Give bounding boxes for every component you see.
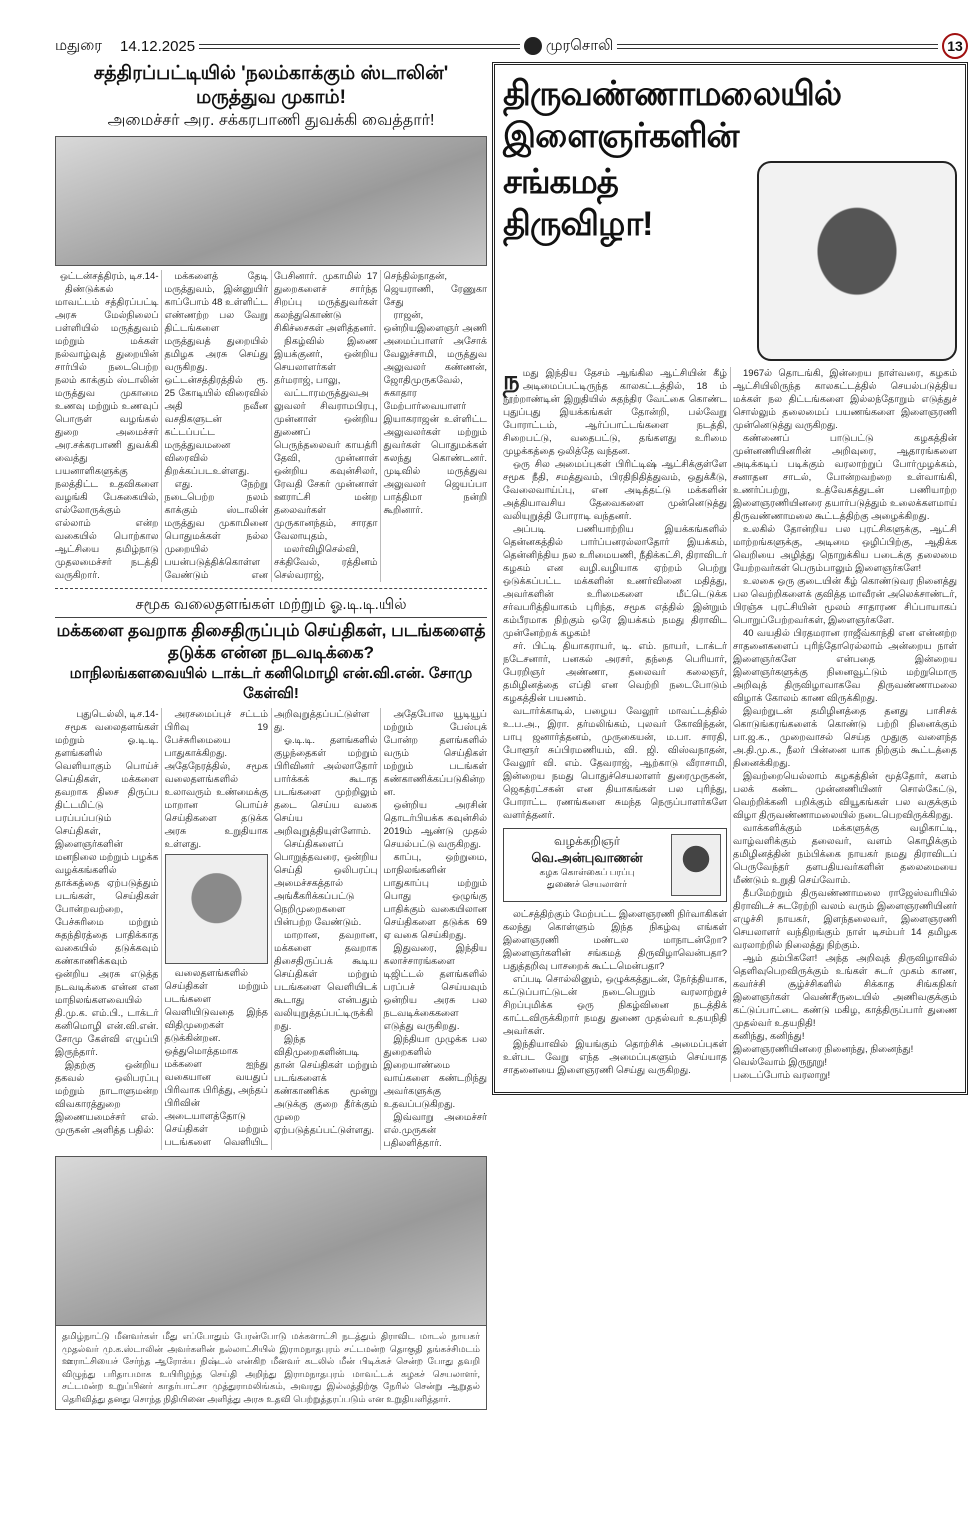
kanimozhi-photo xyxy=(165,854,269,964)
paragraph: இதுவரை, இந்திய கலாச்சாரங்களை டிஜிட்டல் தளங்களில் பரப்பச் செய்யவும் ஒன்றிய அரசு பல நடவடிக்கைகளை எடுத்து வருகிறது. xyxy=(383,943,487,1032)
photo-caption: தமிழ்நாட்டு மீனவர்கள் மீது எப்போதும் பேரன்போடு மக்களாட்சி நடத்தும் திராவிட மாடல் நாயகர் முதல்வர் மு.க.ஸ்டாலின் அவர்களின் நல்லாட்சியில் இராமநாதபுரம் சட்டமன்ற தொகுதி தங்கச்சிமடம் ஊராட்சியைச் சேர்ந்த ஆரோக்ய நிஷ்டல் என்கிற மீனவர் கடலில் மீன் பிடிக்கச் சென்ற போது தவறி விழுந்து பரிதாபமாக உயிரிழந்த செய்தி அறிந்து இராமநாதபுரம் மாவட்டக் கழகச் செயலாளர், சட்டமன்ற உறுப்பினர் காதர்பாட்சா முத்துராமலிங்கம், அவரது இல்லத்திற்கு நேரில் சென்று ஆறுதல் தெரிவித்து தனது சொந்த நிதியினை அளித்து அரசு உதவி பெற்றுத்தரப்படும் என உறுதியளித்தார். xyxy=(55,1326,487,1410)
paragraph: வலைதளங்களில் செய்திகள் மற்றும் படங்களை வெளியிடுவதை இந்த விதிமுறைகள் தடுக்கின்றன. ஒத்துமொத்தமாக மக்களை ஐந்து வகையான வயதுப் பிரிவாக பிரித்து, அந்தப் பிரிவின் அடையாளத்தோடு செய்திகள் மற்றும் படங்களை வெளியிட அறிவுறுத்தப்பட்டுள்ளது. xyxy=(164,709,370,1148)
paragraph: இந்த விதிமுறைகளின்படி தான் செய்திகள் மற்றும் படங்களைக் கண்காணிக்க மூன்று அடுக்கு குறை தீர்க்கும் முறை ஏற்படுத்தப்பட்டுள்ளது. xyxy=(274,1034,378,1136)
paragraph: இவற்றையெல்லாம் கழகத்தின் மூத்தோர், களம் பலக் கண்ட முன்னணியினர் சொல்கேட்டு, வெற்றிக்கனி பறிக்கும் வியூகங்கள் பல வகுக்கும் விழா திருவண்ணாமலையில் நடைபெறவிருக்கிறது. xyxy=(733,771,957,821)
article2-kicker: சமூக வலைதளங்கள் மற்றும் ஓ.டி.டி.யில் xyxy=(55,595,487,618)
paragraph: வட்டாரமருத்துவஅலுவலர் சிவராமபிரபு, முன்னாள் ஒன்றிய துணைப் பெருந்தலைவர் காயத்ரி தேவி, முன்னாள் ஒன்றிய கவுன்சிலர், ரேவதி சேகர் முன்னாள் ஊராட்சி மன்ற தலைவர்கள் முருகானந்தம், சாரதா வேலாயுதம், xyxy=(274,388,378,542)
article1-headline: சத்திரப்பட்டியில் 'நலம்காக்கும் ஸ்டாலின்' மருத்துவ முகாம்! xyxy=(93,63,449,108)
paper-logo-icon xyxy=(524,37,542,55)
article2-subhead: மாநிலங்களவையில் டாக்டர் கனிமொழி என்.வி.என். சோமு கேள்வி! xyxy=(69,665,473,702)
paragraph: ஓ.டி.டி. தளங்களில் குழந்தைகள் மற்றும் பிரிவினர் அல்லாதோர் பார்க்கக் கூடாத படங்களை முற்றிலும் தடை செய்ய வகை செய்ய அறிவுறுத்தியுள்ளோம். xyxy=(274,735,378,837)
paragraph: ஆம் தம்பிகளே! அந்த அறிவுத் திருவிழாவில் தெளிவுபெறவிருக்கும் உங்கள் சுடர் முகம் காண, கவர்ச்சி சூழ்ச்சிகளில் சிக்காத சிங்கநிகர் இளைஞர்கள் வெண்சீருடையில் அணிவகுக்கும் கட்டுப்பாட்டை கண்டு மகிழ, காத்திருப்பார் துணை முதல்வர் உதயநிதி! xyxy=(733,953,957,1029)
paragraph: எப்படி சொல்லினும், ஒழுக்கத்துடன், நேர்த்தியாக, கட்டுப்பாட்டுடன் நடைபெறும் வரலாற்றுச் சிறப்புமிக்க ஒரு நிகழ்வினை நடத்திக் காட்டவிருக்கிறார் நமது துணை முதல்வர் உதயநிதி அவர்கள். xyxy=(503,974,727,1037)
dropcap: ந xyxy=(503,365,520,395)
paragraph: அதேபோல யூடியூப் மற்றும் பேஸ்புக் போன்ற தளங்களில் வரும் செய்திகள் மற்றும் படங்கள் கண்காணிக்கப்படுகின்றன. xyxy=(383,709,487,798)
feature-headline-line2: சங்கமத் திருவிழா! xyxy=(503,163,653,243)
paragraph: காப்பு, ஒற்றுமை, மாநிலங்களின் பாதுகாப்பு மற்றும் பொது ஒழுங்கு பாதிக்கும் வகையிலான செய்திகளை தடுக்க 69 ஏ வகை செய்கிறது. xyxy=(383,852,487,941)
author-byline xyxy=(503,828,727,902)
paragraph: சமூக வலைதளங்கள் மற்றும் ஓ.டி.டி. தளங்களில் வெளியாகும் பொய்ச் செய்திகள், மக்களை தவறாக திசை திருப்ப திட்டமிட்டு பரப்பப்படும் செய்திகள், இளைஞர்களின் மனநிலை மற்றும் பழக்க வழக்கங்களில் தாக்கத்தை ஏற்படுத்தும் படங்கள், செய்திகள் போன்றவற்றை, பேச்சுரிமை மற்றும் சுதந்திரத்தை பாதிக்காத வகையில் தடுக்கவும் கண்காணிக்கவும் ஒன்றிய அரசு எடுத்த நடவடிக்கை என்ன என மாநிலங்களவையில் தி.மு.க. எம்.பி., டாக்டர் கனிமொழி என்.வி.என். சோமு கேள்வி எழுப்பி இருந்தார். xyxy=(55,722,159,1058)
paragraph: ஒரு சில அமைப்புகள் பிரிட்டிஷ் ஆட்சிக்குள்ளே சமூக நீதி, சமத்துவம், பிரதிநிதித்துவம், ஒதுக்கீடு, வேலைவாய்ப்பு, என அடித்தட்டு மக்களின் அத்தியாவசிய தேவைகளை முன்னெடுத்து வலியுறுத்தி போராடி வந்தனர். xyxy=(503,459,727,522)
dateline: புதுடெல்லி, டிச.14- xyxy=(76,709,159,720)
feature-top-row xyxy=(503,161,957,361)
paragraph: ராஜன், ஒன்றியஇளைஞர் அணி அமைப்பாளர் அசோக் வேலுச்சாமி, மருத்துவ அலுவலர் கண்ணன், ஜோதிமுருகவேல், சுகாதார மேற்பார்வையாளர் இயாகராஜன் உள்ளிட்ட அலுவலர்கள் மற்றும் துவர்கள் பொதுமக்கள் கலந்து கொண்டனர். முடிவில் மருத்துவ அலுவலர் ஜெயப்பா பாத்திமா நன்றி கூறினார். xyxy=(383,310,487,516)
paragraph: கண்ணைப் பாடுபட்டு கழகத்தின் முன்னணியினரின் அறிவுரை, ஆதாரங்களை அடிக்கடிப் படிக்கும் வரலாற்றுப் போர்முழக்கம், சனாதன சாடல், போன்றவற்றை உள்வாங்கி, உணர்ப்பற்று, உத்வேகத்துடன் பணியாற்ற இளைஞரணியினரை தயார்படுத்தும் உலைக்களமாய் திருவண்ணாமலை கூட்டத்திற்கு அழைக்கிறது. xyxy=(733,433,957,522)
paragraph: வடார்க்காடில், பழைய வேலூர் மாவட்டத்தில் உ.ப.அ., இரா. தர்மலிங்கம், புலவர் கோவிந்தன், பாபு ஜனார்த்தனம், முருகையன், ம.பா. சாரதி, போளூர் சுப்பிரமணியம், வி. ஜி. விஸ்வநாதன், வேலூர் வி. எம். தேவராஜ், ஆற்காடு வீராசாமி, இன்றைய நமது பொதுச்செயலாளர் துரைமுருகன், ஜெகத்ரட்சகன் என தியாகங்கள் பல புரிந்து, போராட்ட ரணங்களை சுமந்த நெருப்பாளர்களே வளர்த்தனர். xyxy=(503,706,727,821)
paragraph: நிகழ்வில் இணை இயக்குனர், ஒன்றிய செயலாளர்கள் தர்மராஜ், பாலு, xyxy=(274,336,378,386)
paragraph: அரசமைப்புச் சட்டம் பிரிவு 19 பேச்சுரிமையை பாதுகாக்கிறது. அதேநேரத்தில், சமூக வலைதளங்களில் உலாவரும் உண்மைக்கு மாறான பொய்ச் செய்திகளை தடுக்க அரசு உறுதியாக உள்ளது. xyxy=(164,709,268,850)
left-column xyxy=(55,62,487,1410)
paragraph: மாறான, தவறான, மக்களை தவறாக திசைதிருப்பக் கூடிய செய்திகள் மற்றும் படங்களை வெளியிடக் கூடாது என்பதும் வலியுறுத்தப்பட்டிருக்கிறது. xyxy=(274,930,378,1032)
paragraph: எது. நேற்று நடைபெற்ற நலம் காக்கும் ஸ்டாலின் மருத்துவ முகாமினை பொதுமக்கள் நல்ல முறையில் பயன்படுத்திக்கொள்ள வேண்டும் என பேசினார். முகாமில் 17 துறைகளைச் சார்ந்த சிறப்பு மருத்துவர்கள் கலந்துகொண்டு சிகிச்சைகள் அளித்தனர். xyxy=(164,271,378,581)
paragraph: உலகில் தோன்றிய பல புரட்சிகளுக்கு, ஆட்சி மாற்றங்களுக்கு, அடிமை ஒழிப்பிற்கு, ஆதிக்க வெறியை அழித்து நொறுக்கிய படைக்கு தலைமை யேற்றவர்கள் பெரும்பாலும் இளைஞர்களே! xyxy=(733,524,957,574)
closing-line: படைப்போம் வரலாறு! xyxy=(733,1070,831,1081)
paragraph: தீபமேற்றும் திருவண்ணாமலை ராஜேஸ்வரியில் திராவிடச் சுடரேற்றி வலம் வரும் இளைஞரணியினர் எழுச்சி நாயகர், இளந்தலைவர், இளைஞரணி செயலாளர் வந்திறங்கும் நாள் டிசம்பர் 14 தமிழக வரலாற்றில் நிலைத்து நிற்கும். xyxy=(733,888,957,951)
dateline: ஒட்டன்சத்திரம், டிச.14- xyxy=(59,271,159,282)
paragraph: இவற்றுடன் தமிழினத்தை தனது பாசிசக் கொடுங்கரங்களைக் கொண்டு பற்றி நினைக்கும் பா.ஜ.க., முறைவாசல் செய்த முதுகு வளைந்த அ.தி.மு.க., நீலர் பின்னை யாக நிற்கும் கூட்டத்தை நினைக்கிறது. xyxy=(733,706,957,769)
feature-headline-line1: திருவண்ணாமலையில் இளைஞர்களின் xyxy=(503,75,842,155)
paragraph: மது இந்திய தேசம் ஆங்கில ஆட்சியின் கீழ் அடிமைப்பட்டிருந்த காலகட்டத்தில், 18 ம் நூற்றாண்டின் இறுதியில் சுதந்திர வேட்கை கொண்ட புதுப்புது இயக்கங்கள் தோன்றி, பல்வேறு போராட்டம், ஆர்ப்பாட்டங்களை நடத்தி, சிறைபட்டு, வதைபட்டு, தங்களது உரிமை முழக்கத்தை ஒலித்தே வந்தன. xyxy=(503,368,727,457)
paragraph: திண்டுக்கல் மாவட்டம் சத்திரப்பட்டி அரசு மேல்நிலைப் பள்ளியில் மருத்துவம் மற்றும் மக்கள் நல்வாழ்வுத் துறையின் சார்பில் நடைபெற்ற நலம் காக்கும் ஸ்டாலின் மருத்துவ முகாமை உணவு மற்றும் உணவுப் பொருள் வழங்கல் துறை அமைச்சர் அர.சக்கரபாணி துவக்கி வைத்து பயனாளிகளுக்கு நலத்திட்ட உதவிகளை வழங்கி பேசுகையில், எல்லோருக்கும் எல்லாம் என்ற வகையில் பொற்கால ஆட்சியை தமிழ்நாடு முதலமைச்சர் நடத்தி வருகிறார். xyxy=(55,284,159,581)
edition-date: 14.12.2025 xyxy=(120,37,196,55)
fishermen-visit-photo xyxy=(55,1156,487,1326)
feature-box xyxy=(492,62,968,1095)
paragraph: மக்களைத் தேடி மருத்துவம், இன்னுயிர் காப்போம் 48 உள்ளிட்ட எண்ணற்ற பல வேறு திட்டங்களை மருத்துவத் துறையில் தமிழக அரசு செய்து வருகிறது. ஒட்டன்சத்திரத்தில் ரூ. 25 கோடியில் விரைவில் அதி நவீன வசதிகளுடன் கட்டப்பட்ட மருத்துவமனை விரைவில் திறக்கப்படஉள்ளது. xyxy=(164,271,268,477)
author-photo xyxy=(671,834,721,896)
paragraph: உலகை ஒரு குடையின் கீழ் கொண்டுவர நினைத்து பல வெற்றிகளைக் குவித்த மாவீரன் அலெக்சாண்டர், பிரஞ்சு புரட்சியின் மூலம் சாதாரண சிப்பாயாகப் பொறுப்பேற்றவர்கள், இளைஞர்களே. xyxy=(733,576,957,626)
closing-line: வெல்வோம் இருநூறு! xyxy=(733,1057,828,1068)
section-divider xyxy=(55,588,487,589)
feature-body xyxy=(503,367,957,1082)
page-number: 13 xyxy=(942,33,968,59)
edition-city: மதுரை xyxy=(55,36,103,54)
paragraph: இந்தியாவில் இயங்கும் தொற்சிக் அமைப்புகள் உள்பட வேறு எந்த அமைப்புகளும் செய்யாத சாதனையை இளைஞரணி செய்து வருகிறது. xyxy=(503,1039,727,1076)
paragraph: அப்படி பணியாற்றிய இயக்கங்களில் தென்னகத்தில் பார்ப்பனரல்லாதோர் இயக்கம், தென்னிந்திய நல உரிமையணி, நீதிக்கட்சி, திராவிடர் கழகம் என வழி.வழியாக ஏற்றம் பெற்று ஒடுக்கப்பட்ட மக்களின் உணர்வினை மதித்து, அவர்களின் உரிமைகளை மீட்டெடுக்க சர்வபரித்தியாகம் புரிந்த, சமூக எத்தில் இன்றும் கம்பீரமாக நிற்கும் ஒரே இயக்கம் நமது திராவிட முன்னேற்றக் கழகம்! xyxy=(503,524,727,639)
page-body xyxy=(55,62,968,1410)
article1-body xyxy=(55,270,487,582)
paragraph: 1967ல் தொடங்கி, இன்றைய நாள்வரை, கழகம் ஆட்சியிலிருந்த காலகட்டத்தில் செயல்படுத்திய மக்கள் நல திட்டங்களை இல்லந்தோறும் எடுத்துச் சொல்லும் தலைமைப் பயணங்களை இளைஞரணி முன்னெடுத்து வருகிறது. xyxy=(733,368,957,431)
page-header xyxy=(55,34,968,58)
header-rule xyxy=(617,44,938,49)
paper-name: முரசொலி xyxy=(545,36,614,54)
closing-line: கனிந்து, கனிந்து! xyxy=(733,1031,805,1042)
paragraph: வாக்களிக்கும் மக்களுக்கு வழிகாட்டி, வாழ்வளிக்கும் தலைவர், வளம் கொழிக்கும் தமிழினத்தின் நம்பிக்கை நாயகர் நமது திராவிடப் பெருவேந்தர் தளபதியவர்களின் தலைமையை மீண்டும் உறுதி செய்வோம். xyxy=(733,823,957,886)
byline-prefix: வழக்கறிஞர் xyxy=(554,834,620,848)
article1-subhead: அமைச்சர் அர. சக்கரபாணி துவக்கி வைத்தார்! xyxy=(107,112,435,129)
author-role: கழக கொள்கைப் பரப்பு xyxy=(539,867,635,877)
author-name: வெ.அன்புவாணன் xyxy=(531,850,643,865)
article1-photo xyxy=(55,136,487,266)
article2-body xyxy=(55,708,487,1150)
paragraph: லட்சத்திற்கும் மேற்பட்ட இளைஞரணி நிர்வாகிகள் கலந்து கொள்ளும் இந்த நிகழ்வு எங்கள் இளைஞரணி மண்டல மாநாடன்றோ? இளைஞர்களின் சங்கமத் திருவிழாவென்பதா? பதுத்தறிவு பாசறைக் கூட்டமென்பதா? xyxy=(503,909,727,972)
paragraph: ஒன்றிய அரசின் தொடர்பியக்க கவுன்சில் 2019ம் ஆண்டு முதல் செயல்பட்டு வருகிறது. xyxy=(383,800,487,850)
closing-line: இளைஞரணியினரை நினைந்து, நினைந்து! xyxy=(733,1044,914,1055)
paragraph: 40 வயதில் பிரதமரான ராஜீவ்காந்தி என என்னற்ற சாதனைகளைப் புரிந்தோரெல்லாம் அன்றைய நாள் இளைஞர்களே என்பதை இன்றைய இளைஞர்களுக்கு நினைவூட்டும் மற்றுமொரு அறிவுத் திருவிழாவாகவே திருவண்ணாமலை விழாக் கோலம் காண விருக்கிறது. xyxy=(733,628,957,704)
article2-headline: மக்களை தவறாக திசைதிருப்பும் செய்திகள், படங்களைத் தடுக்க என்ன நடவடிக்கை? xyxy=(56,621,486,662)
paragraph: இதற்கு ஒன்றிய தகவல் ஒலிபரப்பு மற்றும் நாடாளுமன்ற விவகாரத்துறை இணையமைச்சர் எல். முருகன் அளித்த பதில்: xyxy=(55,1060,159,1136)
paragraph: செய்திகளைப் பொறுத்தவரை, ஒன்றிய செய்தி ஒலிபரப்பு அமைச்சகத்தால் அங்கீகரிக்கப்பட்டு நெறிமுறைகளை பின்பற்ற வேண்டும். xyxy=(274,839,378,928)
author-role: துணைச் செயலாளர் xyxy=(547,879,627,889)
paragraph: மலர்விழிசெல்வி, சக்திவேல், ரத்தினம் செல்வராஜ், செந்தில்நாதன், ஜெயராணி, ரேணுகா சேது xyxy=(274,271,487,581)
paragraph: இந்தியா முழுக்க பல துறைகளில் இறையாண்மை வாய்களை கண்டறிந்து அவர்களுக்கு உதவப்படுகிறது. xyxy=(383,1034,487,1110)
paragraph: சர். பிட்டி தியாகராயர், டி. எம். நாயர், டாக்டர் நடேசனார், பனகல் அரசர், தந்தை பெரியார், பேரறிஞர் அண்ணா, தலைவர் கலைஞர், தமிழினத்தை எப்தி என வெற்றி நடைபோடும் கழகத்தின் பயணம். xyxy=(503,641,727,704)
header-rule xyxy=(199,44,520,49)
udhayanidhi-photo xyxy=(757,161,957,361)
paragraph: இவ்வாறு அமைச்சர் எல்.முருகன் பதிலளித்தார். xyxy=(383,1112,487,1149)
